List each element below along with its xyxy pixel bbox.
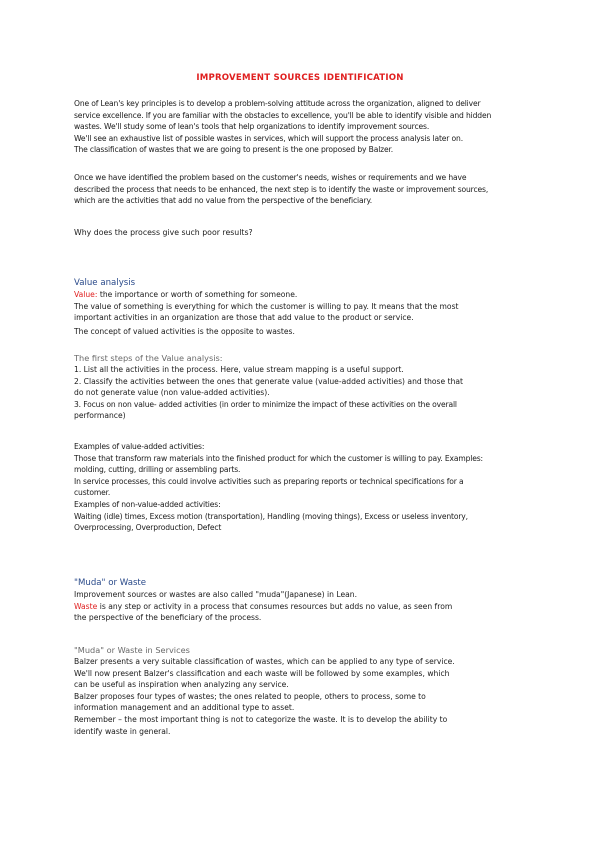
problem-paragraph: [74, 172, 534, 207]
subsection-heading: The first steps of the Value analysis:: [74, 353, 223, 363]
examples-heading: Examples of value-added activities:: [74, 442, 205, 451]
section-heading: Value analysis: [74, 278, 136, 288]
page-title: IMPROVEMENT SOURCES IDENTIFICATION: [196, 73, 404, 83]
value-analysis-section: [74, 277, 534, 337]
value-line: The concept of valued activities is the opposite to wastes.: [74, 326, 295, 336]
question-paragraph: [74, 227, 534, 239]
services-line: We'll now present Balzer's classification and each waste will be followed by some examples, which: [74, 668, 450, 678]
step-line: 2. Classify the activities between the ones that generate value (value-added activities) and those that: [74, 376, 464, 386]
examples-line: In service processes, this could involve activities such as preparing reports or technical specifications for a: [74, 476, 464, 486]
value-line: important activities in an organization are those that add value to the product or service.: [74, 313, 414, 323]
examples-line: Overprocessing, Overproduction, Defect: [74, 523, 222, 533]
intro-line: wastes. We'll study some of lean's tools that help organizations to identify improvement sources.: [74, 122, 430, 132]
definition-term: Value:: [74, 290, 98, 299]
services-line: Remember – the most important thing is not to categorize the waste. It is to develop the ability to: [74, 714, 448, 724]
examples-line: Those that transform raw materials into the finished product for which the customer is willing to pay. Examples:: [74, 453, 483, 463]
examples-line: customer.: [74, 488, 111, 498]
intro-line: The classification of wastes that we are going to present is the one proposed by Balzer.: [74, 145, 394, 155]
step-line: do not generate value (non value-added activities).: [74, 388, 270, 398]
waste-definition: [74, 601, 534, 613]
services-line: information management and an additional type to asset.: [74, 703, 295, 713]
examples-line: molding, cutting, drilling or assembling parts.: [74, 465, 241, 475]
definition-text: the importance or worth of something for someone.: [97, 290, 298, 299]
muda-services-section: [74, 644, 534, 737]
question-text: Why does the process give such poor results?: [74, 228, 253, 237]
intro-paragraph: [74, 98, 534, 156]
step-line: 1. List all the activities in the process. Here, value stream mapping is a useful support.: [74, 365, 404, 374]
muda-line: Improvement sources or wastes are also called "muda"(Japanese) in Lean.: [74, 590, 358, 599]
examples-line: Waiting (idle) times, Excess motion (transportation), Handling (moving things), Excess or useless inventory,: [74, 511, 468, 521]
services-line: identify waste in general.: [74, 726, 171, 736]
subsection-heading: "Muda" or Waste in Services: [74, 645, 190, 655]
services-line: Balzer proposes four types of wastes; the ones related to people, others to process, some to: [74, 691, 426, 701]
intro-line: service excellence. If you are familiar with the obstacles to excellence, you'll be able to identify visible and hidden: [74, 110, 492, 120]
step-line: performance): [74, 411, 126, 421]
problem-line: Once we have identified the problem based on the customer's needs, wishes or requirements and we have: [74, 173, 467, 182]
intro-line: One of Lean's key principles is to develop a problem-solving attitude across the organization, aligned to deliver: [74, 99, 481, 108]
definition-text: is any step or activity in a process that consumes resources but adds no value, as seen from: [97, 601, 453, 611]
examples-section: [74, 441, 534, 534]
section-heading: "Muda" or Waste: [74, 578, 147, 588]
value-definition: [74, 289, 534, 301]
first-steps-section: [74, 352, 534, 422]
value-line: The value of something is everything for which the customer is willing to pay. It means that the most: [74, 301, 459, 311]
intro-line: We'll see an exhaustive list of possible wastes in services, which will support the process analysis later on.: [74, 133, 463, 143]
services-line: Balzer presents a very suitable classification of wastes, which can be applied to any type of service.: [74, 657, 455, 666]
step-line: 3. Focus on non value- added activities (in order to minimize the impact of these activities on the overall: [74, 399, 457, 409]
problem-line: which are the activities that add no value from the perspective of the beneficiary.: [74, 196, 372, 206]
problem-line: described the process that needs to be enhanced, the next step is to identify the waste or improvement sources,: [74, 184, 489, 194]
definition-term: Waste: [74, 601, 98, 611]
muda-section: [74, 577, 534, 624]
muda-line: the perspective of the beneficiary of the process.: [74, 613, 262, 623]
examples-heading: Examples of non-value-added activities:: [74, 499, 221, 509]
services-line: can be useful as inspiration when analyzing any service.: [74, 680, 289, 690]
